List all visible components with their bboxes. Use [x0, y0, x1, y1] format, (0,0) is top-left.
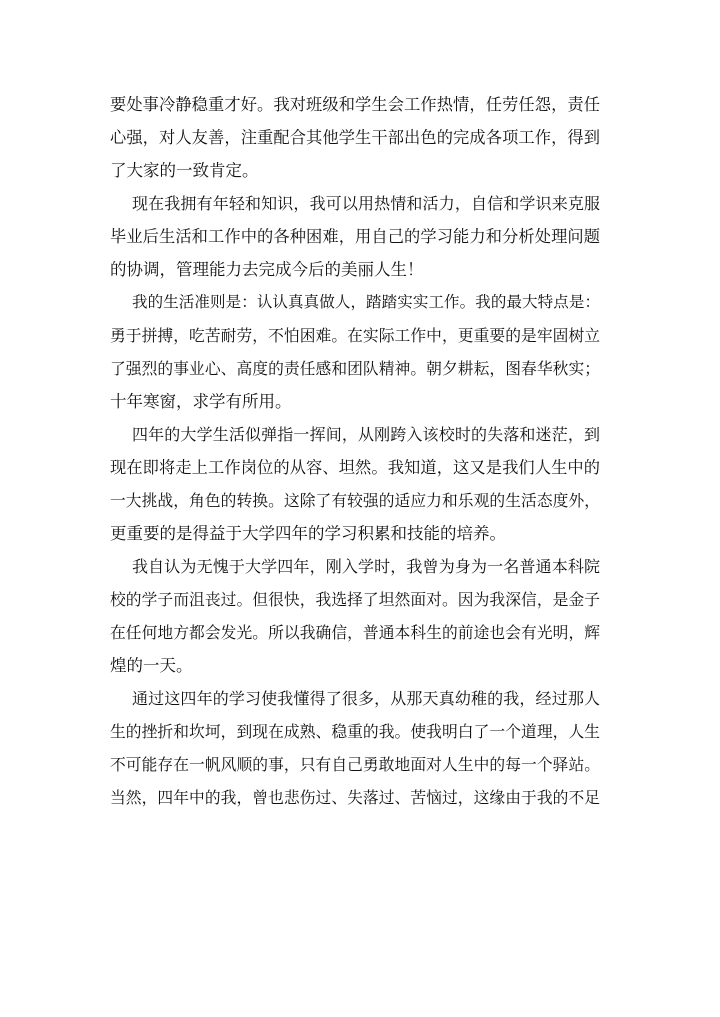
- paragraph-line: 我自认为无愧于大学四年，刚入学时，我曾为身为一名普通本科院: [132, 557, 600, 576]
- document-body: [110, 88, 610, 814]
- paragraph-line: 了大家的一致肯定。: [110, 161, 259, 180]
- paragraph-line: 更重要的是得益于大学四年的学习积累和技能的培养。: [110, 524, 506, 543]
- paragraph-line: 十年寒窗，求学有所用。: [110, 392, 292, 411]
- paragraph-line: 现在即将走上工作岗位的从容、坦然。我知道，这又是我们人生中的: [110, 458, 600, 477]
- paragraph-line: 通过这四年的学习使我懂得了很多，从那天真幼稚的我，经过那人: [132, 689, 600, 708]
- paragraph-line: 生的挫折和坎坷，到现在成熟、稳重的我。使我明白了一个道理，人生: [110, 722, 600, 741]
- paragraph-line: 一大挑战，角色的转换。这除了有较强的适应力和乐观的生活态度外，: [110, 491, 600, 510]
- paragraph-line: 四年的大学生活似弹指一挥间，从刚跨入该校时的失落和迷茫，到: [132, 425, 600, 444]
- paragraph-line: 毕业后生活和工作中的各种困难，用自己的学习能力和分析处理问题: [110, 227, 600, 246]
- paragraph-line: 的协调，管理能力去完成今后的美丽人生！: [110, 260, 424, 279]
- paragraph-line: 了强烈的事业心、高度的责任感和团队精神。朝夕耕耘，图春华秋实；: [110, 359, 600, 378]
- paragraph-line: 煌的一天。: [110, 656, 193, 675]
- paragraph-line: 勇于拼搏，吃苦耐劳，不怕困难。在实际工作中，更重要的是牢固树立: [110, 326, 600, 345]
- paragraph-line: 校的学子而沮丧过。但很快，我选择了坦然面对。因为我深信，是金子: [110, 590, 600, 609]
- paragraph-line: 要处事冷静稳重才好。我对班级和学生会工作热情，任劳任怨，责任: [110, 95, 600, 114]
- paragraph-line: 不可能存在一帆风顺的事，只有自己勇敢地面对人生中的每一个驿站。: [110, 755, 600, 774]
- paragraph-line: 心强，对人友善，注重配合其他学生干部出色的完成各项工作，得到: [110, 128, 600, 147]
- paragraph-line: 我的生活准则是：认认真真做人，踏踏实实工作。我的最大特点是：: [132, 293, 600, 311]
- paragraph-line: 在任何地方都会发光。所以我确信，普通本科生的前途也会有光明，辉: [110, 623, 600, 642]
- paragraph-line: 现在我拥有年轻和知识，我可以用热情和活力，自信和学识来克服: [132, 194, 600, 213]
- paragraph-line: 当然，四年中的我，曾也悲伤过、失落过、苦恼过，这缘由于我的不足: [110, 788, 600, 807]
